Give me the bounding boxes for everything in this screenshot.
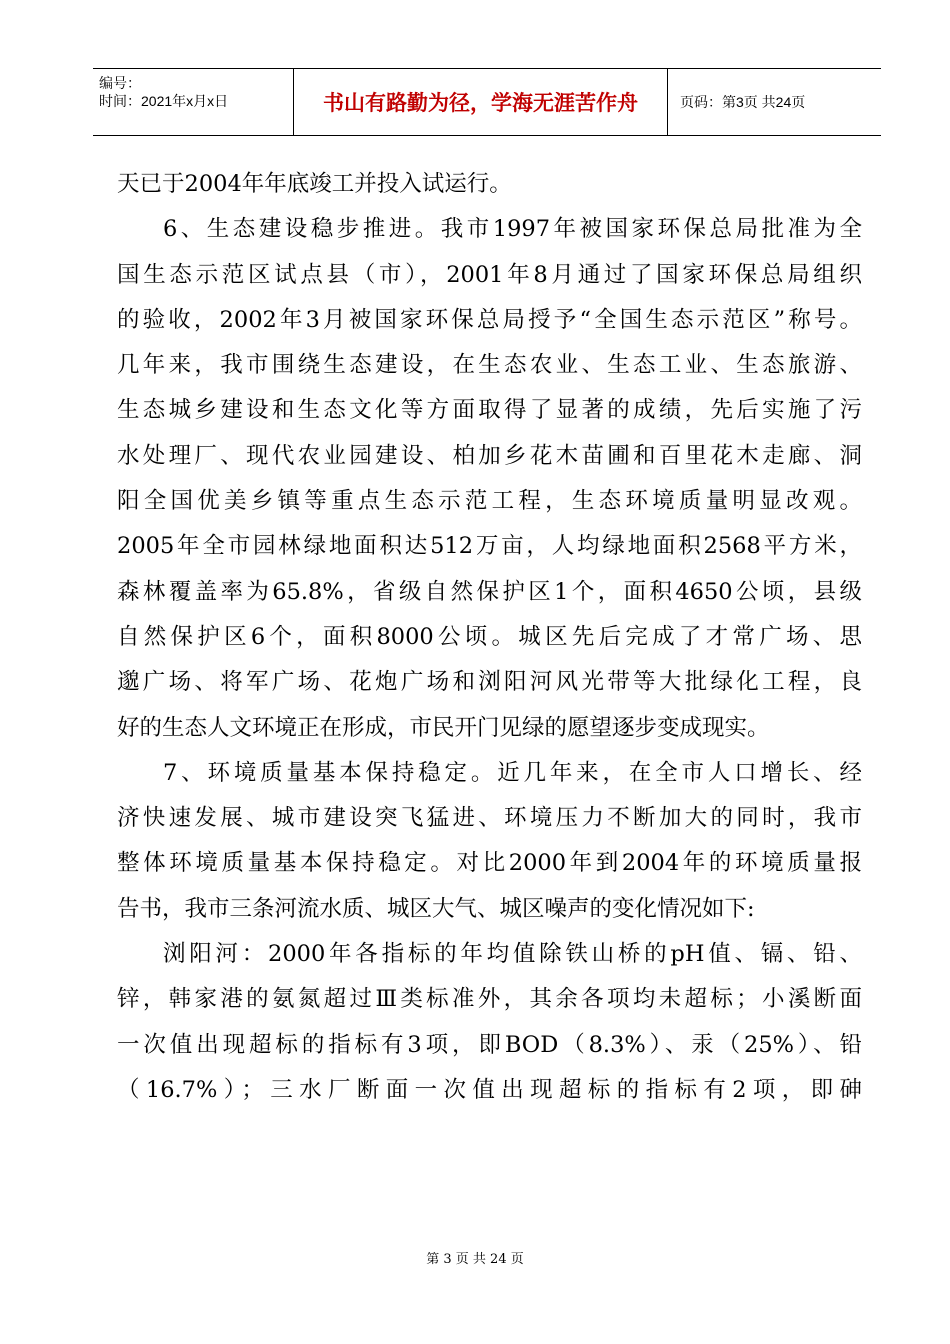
text-line: 整体环境质量基本保持稳定。对比2000年到2004年的环境质量报 — [117, 850, 862, 877]
text-line: 一次值出现超标的指标有3项，即BOD（8.3%）、汞（25%）、铅 — [117, 1031, 862, 1058]
header-motto: 书山有路勤为径，学海无涯苦作舟 — [294, 69, 668, 135]
text-line: 好的生态人文环境正在形成，市民开门见绿的愿望逐步变成现实。 — [117, 714, 770, 741]
page-footer: 第 3 页 共 24 页 — [426, 1252, 524, 1267]
header-page-number: 页码：第3页 共24页 — [680, 94, 806, 110]
text-line: 自然保护区6个，面积8000公顷。城区先后完成了才常广场、思 — [117, 623, 862, 650]
text-line: 浏阳河：2000年各指标的年均值除铁山桥的pH值、镉、铅、 — [163, 941, 862, 968]
text-line: 生态城乡建设和生态文化等方面取得了显著的成绩，先后实施了污 — [117, 397, 862, 424]
text-line: 的验收，2002年3月被国家环保总局授予“全国生态示范区”称号。 — [117, 306, 862, 333]
text-line: 邈广场、将军广场、花炮广场和浏阳河风光带等大批绿化工程，良 — [117, 669, 862, 696]
document-body — [117, 162, 862, 1113]
document-time-label: 时间：2021年x月x日 — [99, 93, 229, 109]
text-line: 7、环境质量基本保持稳定。近几年来，在全市人口增长、经 — [163, 759, 862, 786]
text-line: （16.7%）；三水厂断面一次值出现超标的指标有2项，即砷 — [117, 1076, 862, 1103]
page-header — [93, 68, 881, 136]
text-line: 告书，我市三条河流水质、城区大气、城区噪声的变化情况如下: — [117, 895, 755, 922]
text-line: 6、生态建设稳步推进。我市1997年被国家环保总局批准为全 — [163, 216, 862, 243]
text-line: 几年来，我市围绕生态建设，在生态农业、生态工业、生态旅游、 — [117, 352, 862, 379]
text-line: 2005年全市园林绿地面积达512万亩，人均绿地面积2568平方米， — [117, 533, 862, 560]
text-line: 国生态示范区试点县（市），2001年8月通过了国家环保总局组织 — [117, 261, 862, 288]
text-line: 天已于2004年年底竣工并投入试运行。 — [117, 171, 512, 197]
text-line: 济快速发展、城市建设突飞猛进、环境压力不断加大的同时，我市 — [117, 805, 862, 832]
text-line: 阳全国优美乡镇等重点生态示范工程，生态环境质量明显改观。 — [117, 488, 862, 515]
text-line: 锌，韩家港的氨氮超过Ⅲ类标准外，其余各项均未超标；小溪断面 — [117, 986, 862, 1013]
text-line: 森林覆盖率为65.8%，省级自然保护区1个，面积4650公顷，县级 — [117, 578, 862, 605]
header-meta — [93, 69, 294, 135]
document-id-label: 编号： — [99, 75, 141, 91]
text-line: 水处理厂、现代农业园建设、柏加乡花木苗圃和百里花木走廊、洞 — [117, 442, 862, 469]
